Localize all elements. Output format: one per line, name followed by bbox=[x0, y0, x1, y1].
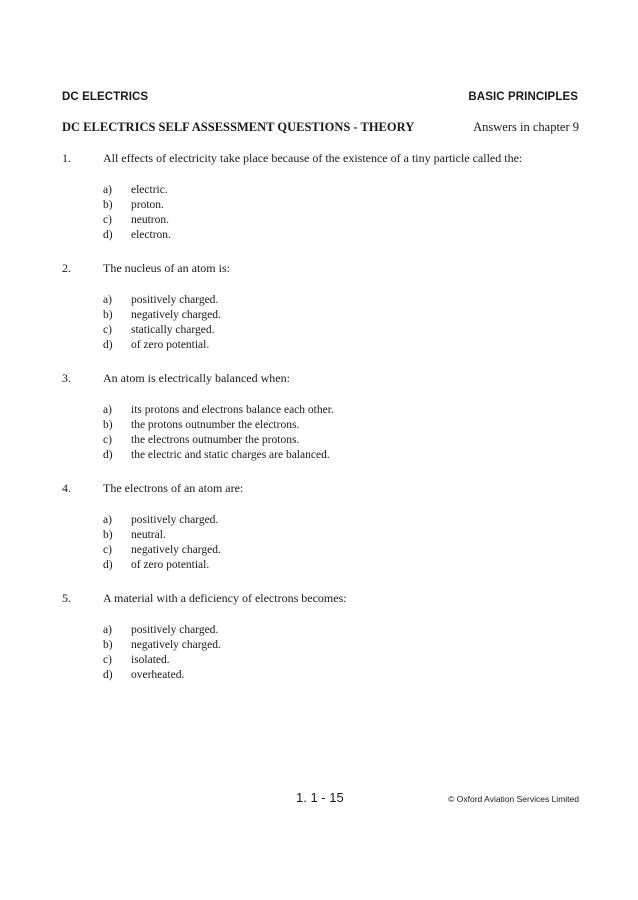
option-list bbox=[62, 623, 582, 683]
question-number: 4. bbox=[62, 481, 71, 495]
option-c bbox=[62, 323, 582, 338]
question-text: All effects of electricity take place because of the existence of a tiny particle called the: bbox=[103, 151, 523, 165]
option-list bbox=[62, 403, 582, 463]
option-letter: a) bbox=[103, 184, 112, 196]
option-c bbox=[62, 543, 582, 558]
option-letter: c) bbox=[103, 654, 112, 666]
option-letter: a) bbox=[103, 624, 112, 636]
option-letter: d) bbox=[103, 669, 113, 681]
option-d bbox=[62, 228, 582, 243]
option-text: overheated. bbox=[131, 669, 185, 681]
option-letter: b) bbox=[103, 529, 113, 541]
option-letter: b) bbox=[103, 199, 113, 211]
option-c bbox=[62, 433, 582, 448]
option-letter: b) bbox=[103, 639, 113, 651]
option-text: the protons outnumber the electrons. bbox=[131, 419, 300, 431]
option-letter: c) bbox=[103, 544, 112, 556]
running-header-right: BASIC PRINCIPLES bbox=[468, 91, 578, 103]
option-letter: c) bbox=[103, 434, 112, 446]
option-b bbox=[62, 638, 582, 653]
option-a bbox=[62, 183, 582, 198]
page-number: 1. 1 - 15 bbox=[296, 790, 344, 805]
option-letter: c) bbox=[103, 324, 112, 336]
question-number: 5. bbox=[62, 591, 71, 605]
option-text: its protons and electrons balance each other. bbox=[131, 404, 334, 416]
option-letter: a) bbox=[103, 514, 112, 526]
question-3 bbox=[62, 370, 582, 463]
option-b bbox=[62, 308, 582, 323]
option-text: positively charged. bbox=[131, 514, 219, 526]
option-letter: d) bbox=[103, 559, 113, 571]
question-text: The electrons of an atom are: bbox=[103, 481, 244, 495]
option-text: negatively charged. bbox=[131, 639, 221, 651]
option-d bbox=[62, 558, 582, 573]
option-text: of zero potential. bbox=[131, 559, 210, 571]
option-c bbox=[62, 213, 582, 228]
question-number: 1. bbox=[62, 151, 71, 165]
question-text: The nucleus of an atom is: bbox=[103, 261, 230, 275]
option-a bbox=[62, 403, 582, 418]
question-2 bbox=[62, 260, 582, 353]
option-text: neutron. bbox=[131, 214, 170, 226]
option-text: proton. bbox=[131, 199, 164, 211]
option-letter: a) bbox=[103, 404, 112, 416]
option-c bbox=[62, 653, 582, 668]
option-a bbox=[62, 293, 582, 308]
copyright-notice: © Oxford Aviation Services Limited bbox=[448, 794, 579, 804]
option-list bbox=[62, 293, 582, 353]
question-1 bbox=[62, 150, 582, 243]
option-letter: a) bbox=[103, 294, 112, 306]
option-letter: c) bbox=[103, 214, 112, 226]
option-text: negatively charged. bbox=[131, 309, 221, 321]
option-list bbox=[62, 513, 582, 573]
option-text: statically charged. bbox=[131, 324, 215, 336]
option-b bbox=[62, 528, 582, 543]
question-number: 2. bbox=[62, 261, 71, 275]
option-d bbox=[62, 448, 582, 463]
question-4 bbox=[62, 480, 582, 573]
option-list bbox=[62, 183, 582, 243]
option-letter: b) bbox=[103, 309, 113, 321]
question-text: An atom is electrically balanced when: bbox=[103, 371, 290, 385]
option-text: the electric and static charges are balanced. bbox=[131, 449, 330, 461]
option-text: isolated. bbox=[131, 654, 170, 666]
option-b bbox=[62, 418, 582, 433]
running-header-left: DC ELECTRICS bbox=[62, 91, 149, 103]
option-letter: d) bbox=[103, 339, 113, 351]
option-text: the electrons outnumber the protons. bbox=[131, 434, 300, 446]
option-text: electron. bbox=[131, 229, 171, 241]
option-a bbox=[62, 623, 582, 638]
option-d bbox=[62, 668, 582, 683]
option-text: electric. bbox=[131, 184, 168, 196]
option-text: negatively charged. bbox=[131, 544, 221, 556]
question-list bbox=[62, 150, 582, 700]
option-b bbox=[62, 198, 582, 213]
option-letter: d) bbox=[103, 449, 113, 461]
option-letter: d) bbox=[103, 229, 113, 241]
option-d bbox=[62, 338, 582, 353]
option-text: of zero potential. bbox=[131, 339, 210, 351]
question-text: A material with a deficiency of electrons becomes: bbox=[103, 591, 347, 605]
question-5 bbox=[62, 590, 582, 683]
section-title: DC ELECTRICS SELF ASSESSMENT QUESTIONS - THEORY bbox=[62, 120, 415, 134]
answers-note: Answers in chapter 9 bbox=[473, 120, 579, 134]
option-text: positively charged. bbox=[131, 624, 219, 636]
option-text: positively charged. bbox=[131, 294, 219, 306]
question-number: 3. bbox=[62, 371, 71, 385]
option-a bbox=[62, 513, 582, 528]
option-text: neutral. bbox=[131, 529, 166, 541]
option-letter: b) bbox=[103, 419, 113, 431]
